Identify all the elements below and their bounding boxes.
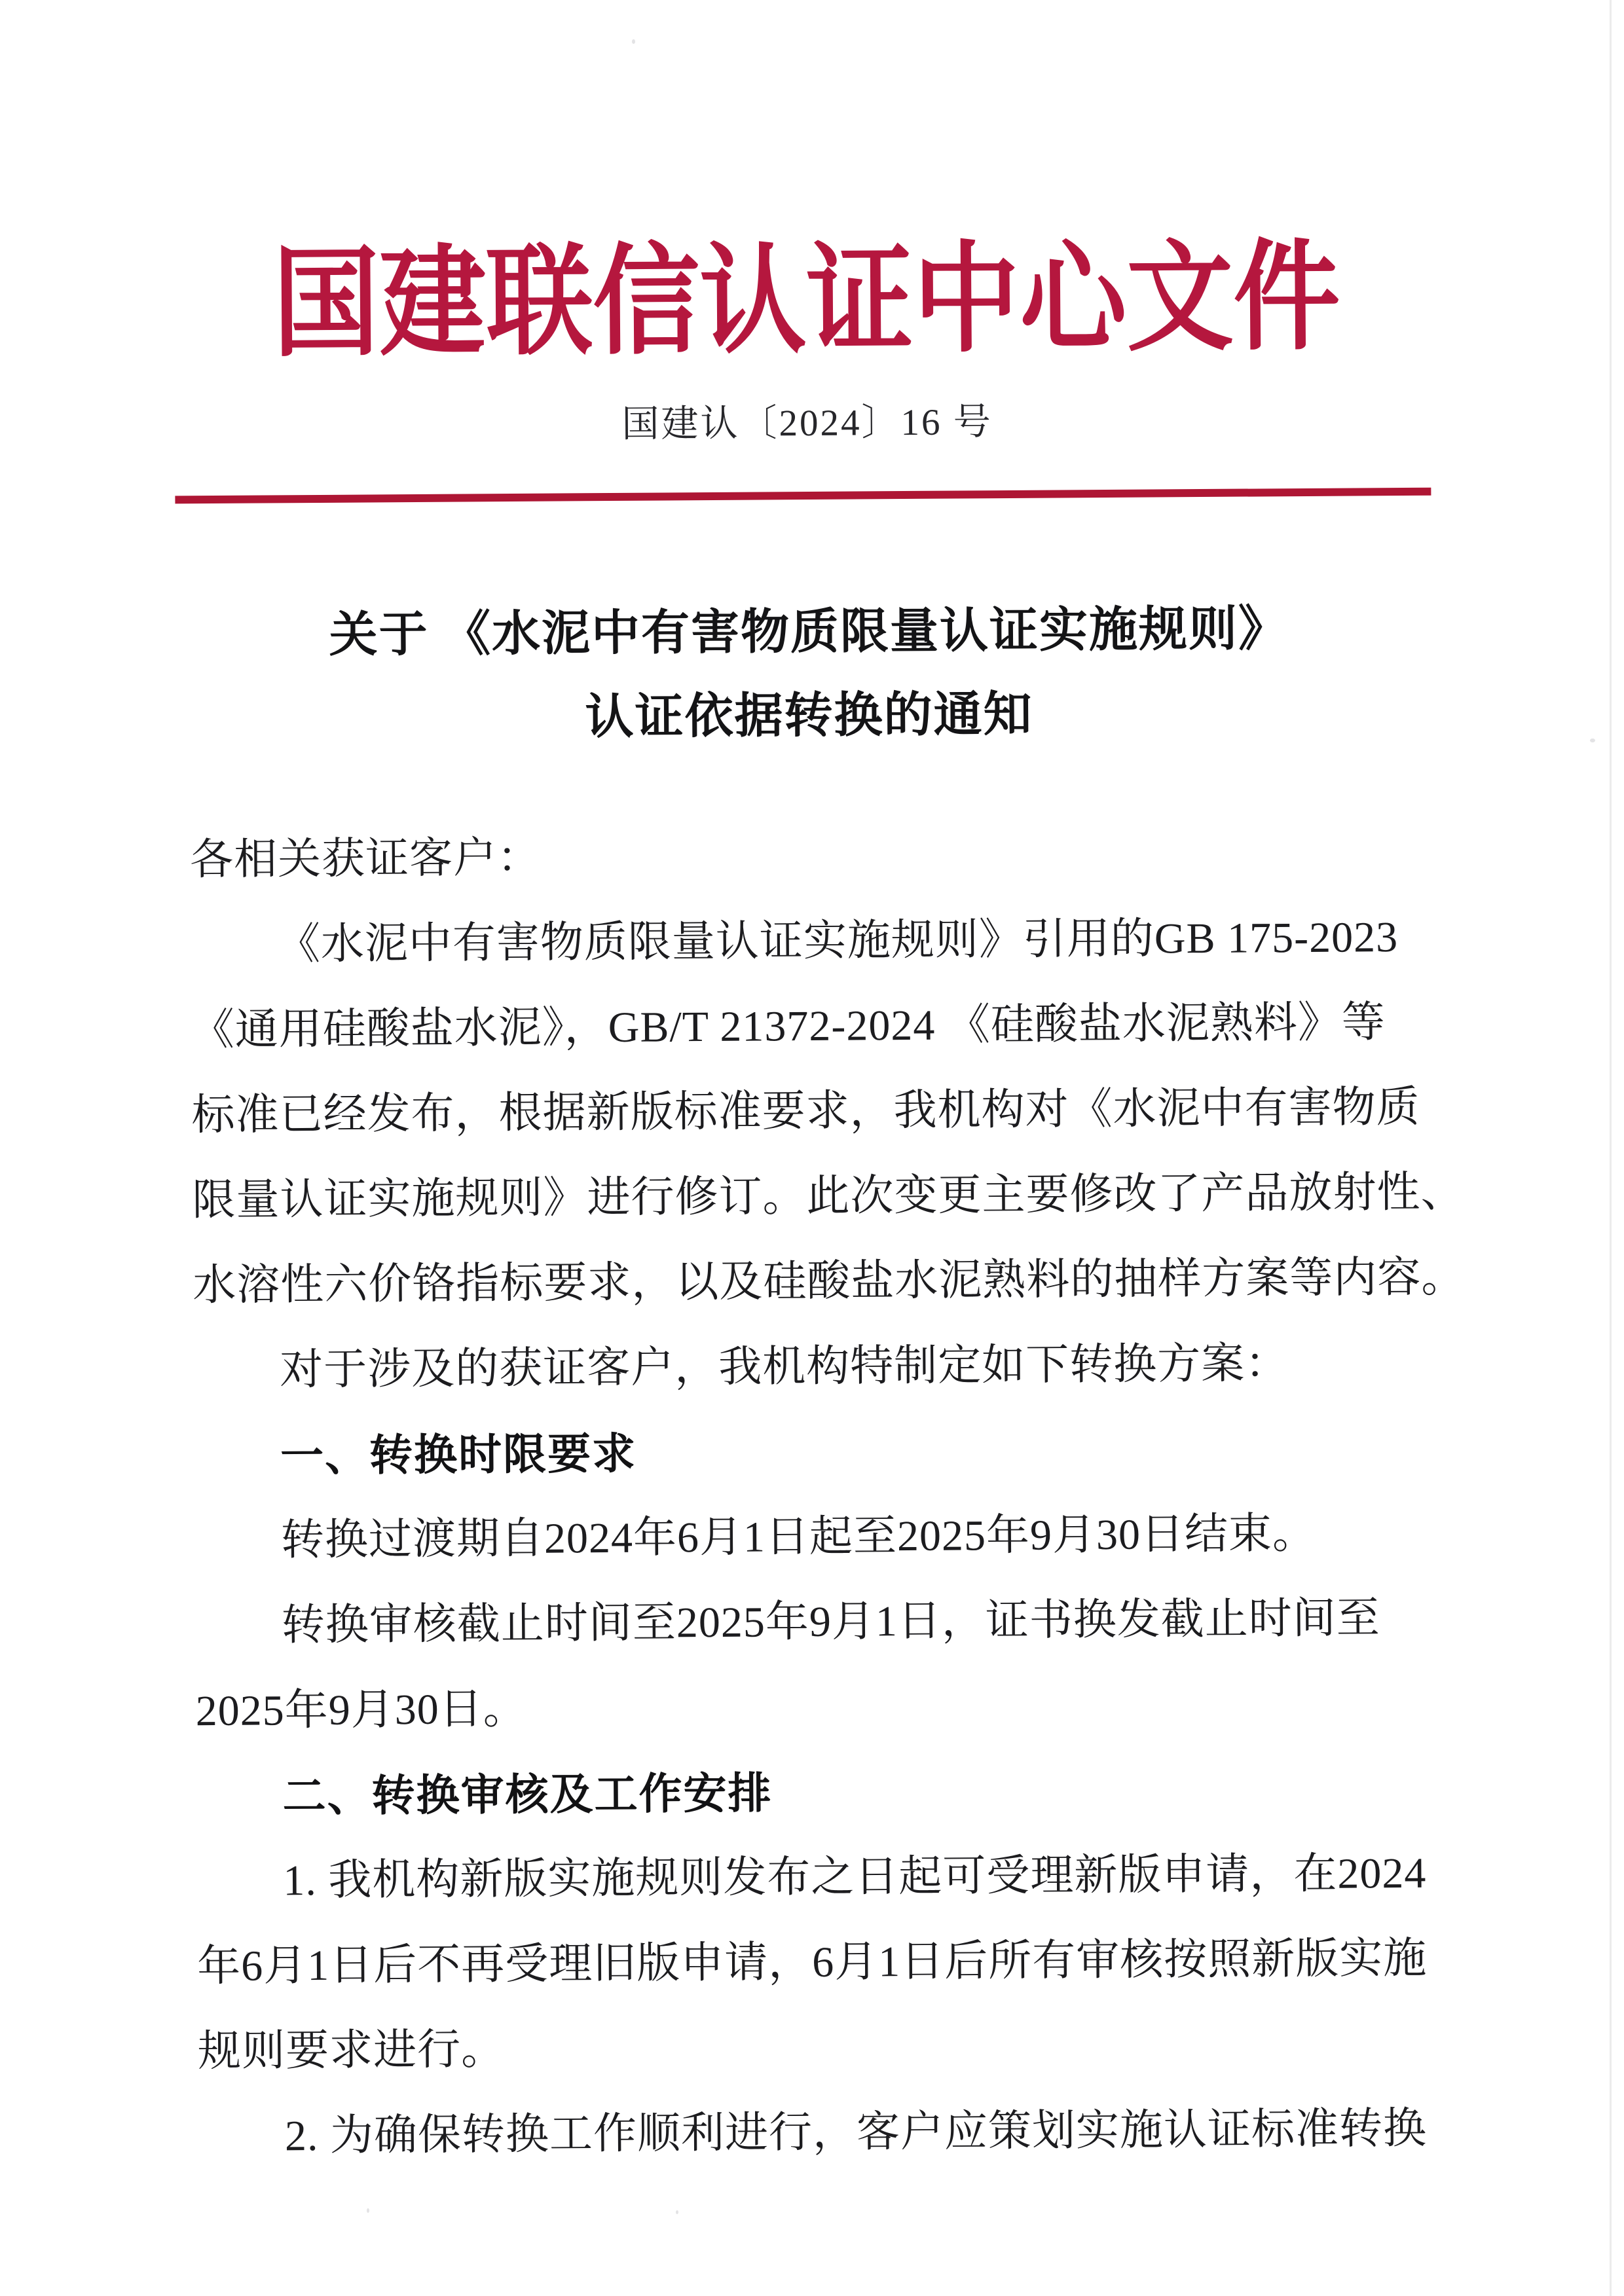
subject-title-line-1: 关于 《水泥中有害物质限量认证实施规则》	[329, 602, 1289, 663]
body-line: 1. 我机构新版实施规则发布之日起可受理新版申请，在2024	[283, 1849, 1427, 1905]
body-line: 2025年9月30日。	[195, 1685, 527, 1736]
body-section-heading: 二、转换审核及工作安排	[282, 1768, 773, 1821]
body-line: 《通用硅酸盐水泥》，GB/T 21372-2024 《硅酸盐水泥熟料》等	[191, 998, 1386, 1055]
body-line: 各相关获证客户：	[189, 833, 542, 884]
subject-title	[0, 585, 1621, 763]
body-text	[189, 810, 1466, 2180]
red-divider-line	[175, 488, 1431, 504]
body-section-heading: 一、转换时限要求	[280, 1429, 637, 1480]
body-line: 标准已经发布，根据新版标准要求，我机构对《水泥中有害物质	[191, 1083, 1420, 1140]
body-line: 2. 为确保转换工作顺利进行，客户应策划实施认证标准转换	[284, 2104, 1428, 2160]
document-number: 国建认〔2024〕16 号	[621, 401, 993, 445]
scan-speck	[632, 39, 635, 44]
scan-edge-artifact	[1610, 0, 1612, 2296]
body-line: 转换审核截止时间至2025年9月1日，证书换发截止时间至	[281, 1594, 1381, 1650]
body-line: 限量认证实施规则》进行修订。此次变更主要修改了产品放射性、	[192, 1168, 1465, 1225]
body-line: 水溶性六价铬指标要求，以及硅酸盐水泥熟料的抽样方案等内容。	[193, 1253, 1466, 1310]
red-header-org-title: 国建联信认证中心文件	[272, 232, 1341, 372]
scan-speck	[367, 2208, 369, 2213]
body-line: 转换过渡期自2024年6月1日起至2025年9月30日结束。	[280, 1509, 1317, 1565]
scan-speck	[1590, 738, 1595, 742]
body-line: 规则要求进行。	[197, 2026, 506, 2076]
body-line: 年6月1日后不再受理旧版申请，6月1日后所有审核按照新版实施	[197, 1934, 1428, 1991]
body-line: 《水泥中有害物质限量认证实施规则》引用的GB 175-2023	[276, 913, 1399, 969]
subject-title-line-2: 认证依据转换的通知	[585, 687, 1033, 745]
scan-speck	[676, 2210, 678, 2214]
body-line: 对于涉及的获证客户，我机构特制定如下转换方案：	[279, 1339, 1289, 1394]
